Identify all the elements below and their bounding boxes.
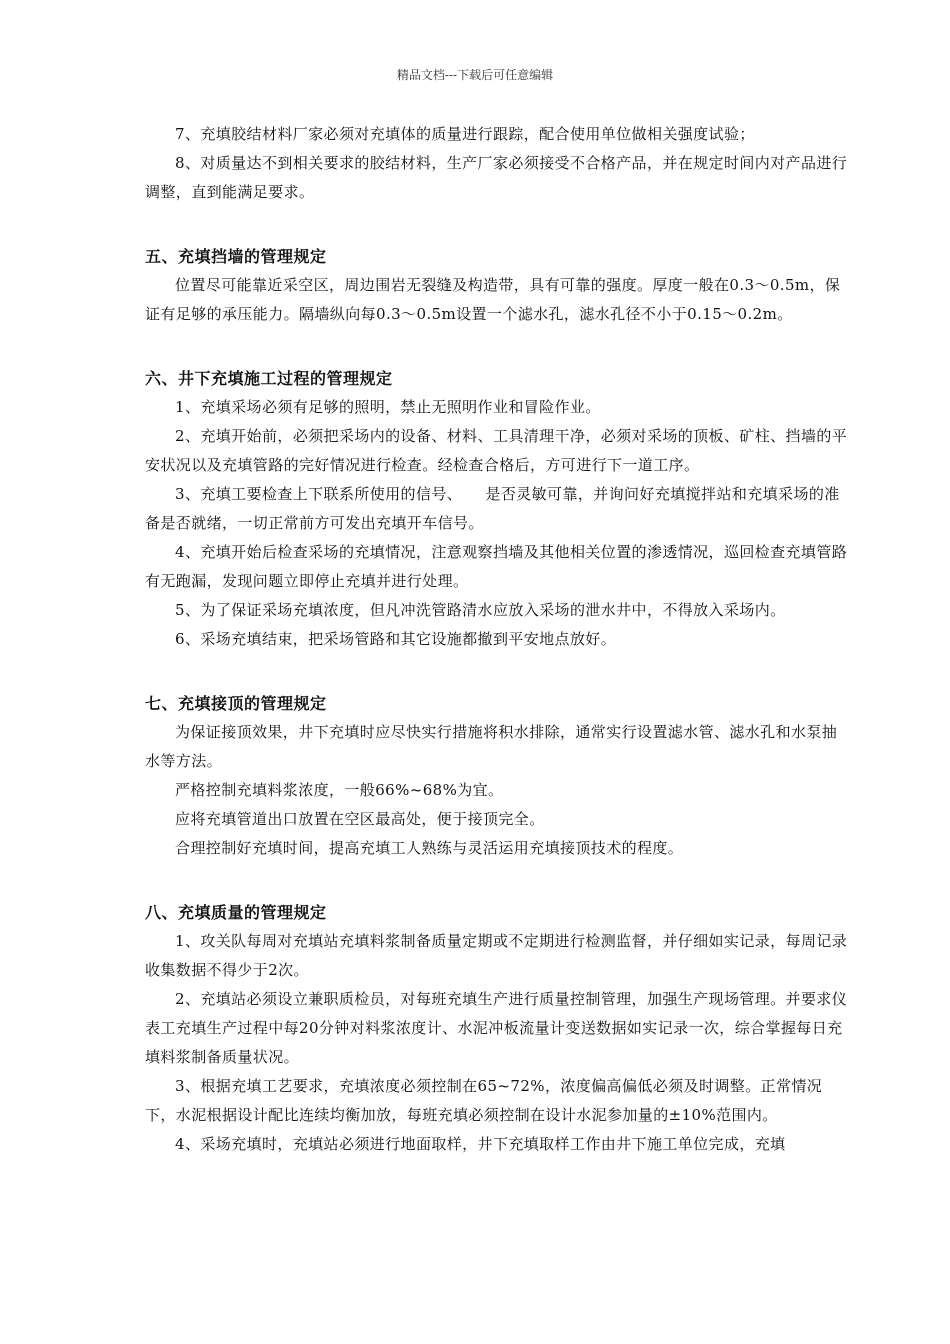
paragraph-8-1: 1、攻关队每周对充填站充填料浆制备质量定期或不定期进行检测监督，并仔细如实记录，每周记录收集数据不得少于2次。 bbox=[145, 932, 848, 979]
paragraph-8-2: 2、充填站必须设立兼职质检员，对每班充填生产进行质量控制管理，加强生产现场管理。并要求仪表工充填生产过程中每20分钟对料浆浓度计、水泥冲板流量计变送数据如实记录一次，综合掌握每日充填料浆制备质量状况。 bbox=[145, 990, 848, 1066]
section-heading-8: 八、充填质量的管理规定 bbox=[145, 903, 327, 922]
paragraph-7-3: 应将充填管道出口放置在空区最高处，便于接顶完全。 bbox=[175, 810, 545, 828]
paragraph-retaining-wall: 位置尽可能靠近采空区，周边围岩无裂缝及构造带，具有可靠的强度。厚度一般在0.3～0.5m，保证有足够的承压能力。隔墙纵向每0.3～0.5m设置一个滤水孔，滤水孔径不小于0.15～0.2m。 bbox=[145, 276, 841, 323]
paragraph-6-5: 5、为了保证采场充填浓度，但凡冲洗管路清水应放入采场的泄水井中，不得放入采场内。 bbox=[175, 601, 786, 619]
paragraph-6-2: 2、充填开始前，必须把采场内的设备、材料、工具清理干净，必须对采场的顶板、矿柱、挡墙的平安状况以及充填管路的完好情况进行检查。经检查合格后，方可进行下一道工序。 bbox=[145, 427, 848, 474]
paragraph-6-4: 4、充填开始后检查采场的充填情况，注意观察挡墙及其他相关位置的渗透情况，巡回检查充填管路有无跑漏，发现问题立即停止充填并进行处理。 bbox=[145, 543, 848, 590]
paragraph-8: 8、对质量达不到相关要求的胶结材料，生产厂家必须接受不合格产品，并在规定时间内对产品进行调整，直到能满足要求。 bbox=[145, 154, 848, 201]
paragraph-8-4: 4、采场充填时，充填站必须进行地面取样，井下充填取样工作由井下施工单位完成，充填 bbox=[175, 1135, 786, 1153]
paragraph-7-4: 合理控制好充填时间，提高充填工人熟练与灵活运用充填接顶技术的程度。 bbox=[175, 839, 684, 857]
paragraph-6-1: 1、充填采场必须有足够的照明，禁止无照明作业和冒险作业。 bbox=[175, 398, 601, 416]
paragraph-6-6: 6、采场充填结束，把采场管路和其它设施都撤到平安地点放好。 bbox=[175, 630, 617, 648]
paragraph-7: 7、充填胶结材料厂家必须对充填体的质量进行跟踪，配合使用单位做相关强度试验； bbox=[175, 125, 755, 143]
section-heading-7: 七、充填接顶的管理规定 bbox=[145, 694, 327, 713]
paragraph-7-2: 严格控制充填料浆浓度，一般66%~68%为宜。 bbox=[175, 781, 504, 799]
paragraph-6-3: 3、充填工要检查上下联系所使用的信号、 是否灵敏可靠，并询问好充填搅拌站和充填采场的准备是否就绪，一切正常前方可发出充填开车信号。 bbox=[145, 485, 840, 532]
section-heading-6: 六、井下充填施工过程的管理规定 bbox=[145, 369, 393, 388]
paragraph-8-3: 3、根据充填工艺要求，充填浓度必须控制在65~72%，浓度偏高偏低必须及时调整。正常情况下，水泥根据设计配比连续均衡加放，每班充填必须控制在设计水泥参加量的±10%范围内。 bbox=[145, 1077, 823, 1124]
paragraph-7-1: 为保证接顶效果，井下充填时应尽快实行措施将积水排除，通常实行设置滤水管、滤水孔和水泵抽水等方法。 bbox=[145, 723, 838, 770]
page-header: 精品文档---下载后可任意编辑 bbox=[396, 68, 554, 82]
document-body bbox=[145, 120, 850, 1159]
section-heading-5: 五、充填挡墙的管理规定 bbox=[145, 247, 327, 266]
